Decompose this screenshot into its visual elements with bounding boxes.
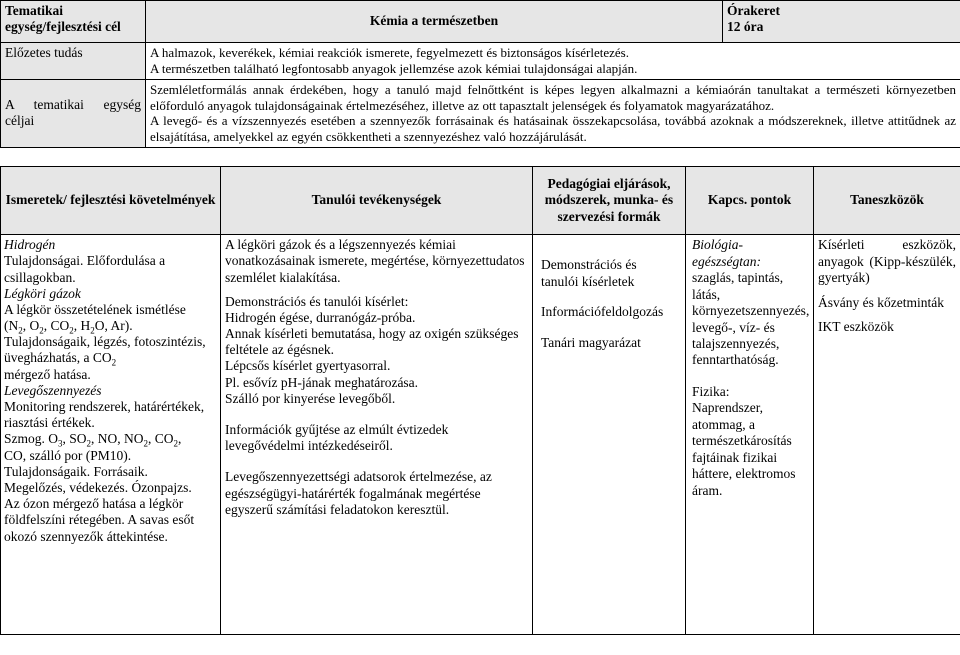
- hours-cell: [723, 1, 960, 43]
- methods-cell: [533, 235, 686, 635]
- goal-paragraph: Szemléletformálás annak érdekében, hogy a tanuló majd felnőttként is képes legyen alkalmazni a kémiaórán tanultakat a természeti környezetben előforduló anyagok tulajdonságainak értelmezéséhez, illetve az ott tapasztalt jelenségek és folyamatok magyarázatához.: [150, 81, 956, 113]
- col-header-tools-label: Taneszközök: [850, 192, 924, 208]
- activities-cell: [221, 235, 533, 635]
- topic-hydrogen: Hidrogén: [4, 237, 56, 253]
- goals-label-cell: [1, 79, 146, 147]
- prereq-label-cell: [1, 43, 146, 80]
- activity-line: Lépcsős kísérlet gyertyasorral.: [225, 358, 391, 374]
- gases-properties: Tulajdonságaik, légzés, fotoszintézis, üvegházhatás, a $CO_2$: [4, 334, 206, 369]
- method-item: Tanári magyarázat: [541, 334, 641, 350]
- method-item: Információfeldolgozás: [541, 304, 664, 320]
- gases-toxic: mérgező hatása.: [4, 366, 91, 382]
- activity-paragraph: Levegőszennyezettségi adatsorok értelmezése, az egészségügyi-határérték fogalmának megértése egyszerű számítási feladatokon keresztül.: [225, 469, 492, 517]
- smog-line: Szmog. $O_3$, $SO_2$, NO, $NO_2$, $CO_2$,: [4, 431, 182, 450]
- prereq-content: [146, 43, 960, 80]
- unit-overview-table: [0, 0, 960, 148]
- col-header-connections: [686, 167, 814, 235]
- smog-line-2: CO, szálló por (PM10).: [4, 447, 132, 463]
- col-header-methods: [533, 167, 686, 235]
- col-header-knowledge-label: Ismeretek/ fejlesztési követelmények: [5, 192, 216, 208]
- knowledge-cell: [1, 235, 221, 635]
- pollution-line: Tulajdonságaik. Forrásaik.: [4, 463, 148, 479]
- col-header-activities-label: Tanulói tevékenységek: [311, 192, 442, 208]
- tool-item: Ásvány és kőzetminták: [818, 294, 944, 310]
- topic-atmospheric-gases: Légköri gázok: [4, 285, 81, 301]
- activity-line: Demonstrációs és tanulói kísérlet:: [225, 293, 409, 309]
- physics-title: Fizika:: [692, 383, 730, 399]
- hours-value: 12 óra: [727, 18, 764, 34]
- activity-paragraph: A légköri gázok és a légszennyezés kémiai vonatkozásainak ismerete, megértése, környezettudatos szemlélet kialakítása.: [225, 237, 525, 285]
- bio-title: Biológia-egészségtan:: [692, 237, 761, 269]
- col-header-knowledge: [1, 167, 221, 235]
- col-header-activities: [221, 167, 533, 235]
- topic-air-pollution: Levegőszennyezés: [4, 382, 102, 398]
- activity-line: Pl. esővíz pH-jának meghatározása.: [225, 374, 419, 390]
- goals-label: A tematikai egység céljai: [5, 96, 141, 129]
- prereq-line: A természetben található legfontosabb anyagok jellemzése azok kémiai tulajdonságai alapján.: [150, 60, 638, 76]
- prereq-line: A halmazok, keverékek, kémiai reakciók ismerete, fegyelmezett és biztonságos kísérletezés.: [150, 45, 629, 60]
- activity-line: Annak kísérleti bemutatása, hogy az oxigén szükséges feltétele az égésnek.: [225, 326, 519, 358]
- topic-gases-desc: A légkör összetételének ismétlése: [4, 301, 186, 317]
- activity-line: Hidrogén égése, durranógáz-próba.: [225, 309, 416, 325]
- activity-line: Szálló por kinyerése levegőből.: [225, 390, 396, 406]
- page-title: Kémia a természetben: [369, 13, 499, 29]
- goals-content: [146, 79, 960, 147]
- activity-paragraph: Információk gyűjtése az elmúlt évtizedek levegővédelmi intézkedéseiről.: [225, 422, 449, 454]
- bio-text: szaglás, tapintás, látás, környezetszennyezés, levegő-, víz- és talajszennyezés, fenntarthatóság.: [692, 270, 810, 368]
- unit-title-cell: [146, 1, 723, 43]
- col-header-tools: [814, 167, 960, 235]
- physics-text: Naprendszer, atommag, a természetkárosítás fajtáinak fizikai háttere, elektromos áram.: [692, 400, 796, 498]
- connections-cell: [686, 235, 814, 635]
- pollution-line: Az ózon mérgező hatása a légkör földfelszíni rétegében. A savas esőt okozó szennyezők áttekintése.: [4, 496, 195, 544]
- topic-hydrogen-desc: Tulajdonságai. Előfordulása a csillagokban.: [4, 253, 166, 285]
- col-header-connections-label: Kapcs. pontok: [707, 192, 792, 208]
- prereq-label: Előzetes tudás: [5, 45, 83, 60]
- tool-item: Kísérleti eszközök, anyagok (Kipp-készülék, gyertyák): [818, 237, 956, 286]
- unit-label: Tematikai egység/fejlesztési cél: [5, 3, 121, 34]
- pollution-line: Megelőzés, védekezés. Ózonpajzs.: [4, 479, 192, 495]
- pollution-line: Monitoring rendszerek, határértékek, riasztási értékek.: [4, 399, 205, 431]
- unit-label-cell: [1, 1, 146, 43]
- gases-formula: ($N_2$, $O_2$, $CO_2$, $H_2O$, Ar).: [4, 318, 133, 336]
- method-item: Demonstrációs és tanulói kísérletek: [541, 257, 637, 289]
- curriculum-table: [0, 166, 960, 635]
- col-header-methods-label: Pedagógiai eljárások, módszerek, munka- és szervezési formák: [544, 175, 674, 224]
- goal-paragraph: A levegő- és a vízszennyezés esetében a szennyezők forrásainak és hatásainak összekapcsolása, továbbá azoknak a módszereknek, illetve attitűdnek az elsajátítása, amelyekkel az egyén csökkentheti a szennyezéshez való hozzájárulását.: [150, 113, 956, 145]
- hours-label: Órakeret: [727, 3, 780, 18]
- tools-cell: [814, 235, 960, 635]
- tool-item: IKT eszközök: [818, 319, 894, 335]
